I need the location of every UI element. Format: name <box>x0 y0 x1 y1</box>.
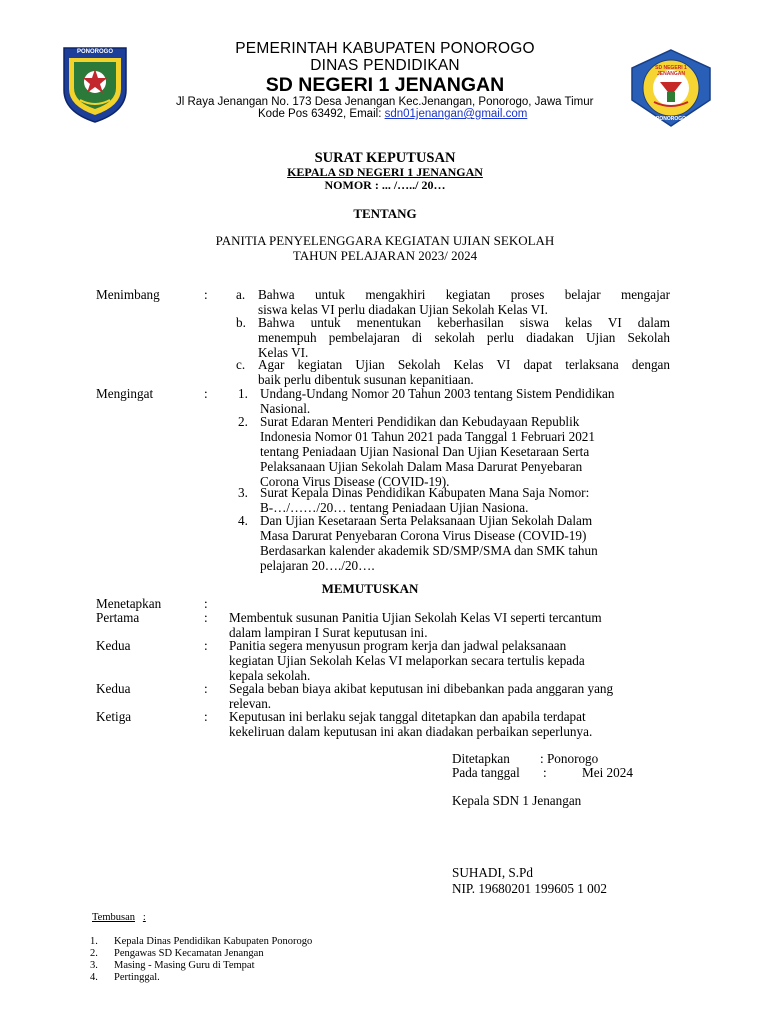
decision-colon: : <box>204 638 208 653</box>
header-line1: PEMERINTAH KABUPATEN PONOROGO <box>235 40 535 57</box>
ditetapkan-value: : Ponorogo <box>540 751 599 766</box>
line: menempuh pembelajaran di sekolah perlu diadakan Ujian Sekolah <box>258 330 670 345</box>
mengingat-colon: : <box>204 386 208 401</box>
tembusan-item <box>90 948 312 960</box>
signer-nip: NIP. 19680201 199605 1 002 <box>452 881 607 896</box>
line: baik perlu dibentuk susunan kepanitiaan. <box>258 372 474 387</box>
doc-title: SURAT KEPUTUSAN <box>314 150 456 166</box>
mengingat-item <box>260 513 672 573</box>
mengingat-item <box>260 485 672 515</box>
decision-text <box>229 681 679 711</box>
line: Bahwa untuk mengakhiri kegiatan proses belajar mengajar <box>258 287 670 302</box>
line: Agar kegiatan Ujian Sekolah Kelas VI dapat terlaksana dengan <box>258 357 670 372</box>
decision-colon: : <box>204 681 208 696</box>
line: kepala sekolah. <box>229 668 311 683</box>
decision-colon: : <box>204 596 208 611</box>
line: Surat Edaran Menteri Pendidikan dan Kebudayaan Republik <box>260 414 580 429</box>
menimbang-item <box>258 287 670 317</box>
doc-subtitle-text: KEPALA SD NEGERI 1 JENANGAN <box>287 165 483 179</box>
line: Berdasarkan kalender akademik SD/SMP/SMA dan SMK tahun <box>260 543 598 558</box>
left-logo <box>60 42 130 124</box>
menimbang-item <box>258 315 670 360</box>
tembusan-item <box>90 972 312 984</box>
tembusan-marker: 2. <box>90 948 98 959</box>
tembusan-text: Pertinggal. <box>114 972 160 983</box>
decision-label: Kedua <box>96 638 131 653</box>
decision-colon: : <box>204 709 208 724</box>
mengingat-item-marker: 1. <box>238 386 248 401</box>
decision-colon: : <box>204 610 208 625</box>
menimbang-colon: : <box>204 287 208 302</box>
school-name: SD NEGERI 1 JENANGAN <box>265 74 505 96</box>
tembusan-text: Pengawas SD Kecamatan Jenangan <box>114 948 264 959</box>
tembusan-colon: : <box>142 912 146 923</box>
tembusan-marker: 1. <box>90 936 98 947</box>
tembusan-heading-text: Tembusan <box>92 912 136 923</box>
mengingat-item <box>260 414 672 489</box>
line: Kelas VI. <box>258 345 309 360</box>
decision-text <box>229 709 679 739</box>
postal-line <box>258 108 527 120</box>
line: Pelaksanaan Ujian Sekolah Dalam Masa Darurat Penyebaran <box>260 459 583 474</box>
line: relevan. <box>229 696 272 711</box>
tanggal-label: Pada tanggal <box>452 765 520 780</box>
school-email-link[interactable]: sdn01jenangan@gmail.com <box>384 108 528 120</box>
about-line1: PANITIA PENYELENGGARA KEGIATAN UJIAN SEKOLAH <box>215 233 555 248</box>
line: Indonesia Nomor 01 Tahun 2021 pada Tanggal 1 Februari 2021 <box>260 429 595 444</box>
mengingat-label: Mengingat <box>96 386 154 401</box>
line: dalam lampiran I Surat keputusan ini. <box>229 625 428 640</box>
mengingat-item-marker: 2. <box>238 414 248 429</box>
signer-role: Kepala SDN 1 Jenangan <box>452 793 582 808</box>
tembusan-item <box>90 960 312 972</box>
signer-name: SUHADI, S.Pd <box>452 865 533 880</box>
tembusan-text: Masing - Masing Guru di Tempat <box>114 960 255 971</box>
school-address: Jl Raya Jenangan No. 173 Desa Jenangan Kec.Jenangan, Ponorogo, Jawa Timur <box>176 96 594 108</box>
line: Keputusan ini berlaku sejak tanggal ditetapkan dan apabila terdapat <box>229 709 586 724</box>
ditetapkan-label: Ditetapkan <box>452 751 510 766</box>
postal-prefix: Kode Pos 63492, Email: <box>258 108 385 120</box>
line: kekeliruan dalam keputusan ini akan diadakan perbaikan seperlunya. <box>229 724 593 739</box>
line: tentang Peniadaan Ujian Nasional Dan Ujian Kesetaraan Serta <box>260 444 590 459</box>
line: pelajaran 20…./20…. <box>260 558 375 573</box>
mengingat-item <box>260 386 672 416</box>
menimbang-item <box>258 357 670 387</box>
line: Surat Kepala Dinas Pendidikan Kabupaten Mana Saja Nomor: <box>260 485 590 500</box>
tembusan-list <box>90 936 312 984</box>
line: kegiatan Ujian Sekolah Kelas VI melaporkan secara tertulis kepada <box>229 653 585 668</box>
line: siswa kelas VI perlu diadakan Ujian Sekolah Kelas VI. <box>258 302 548 317</box>
right-logo-bottom-text: PONOROGO <box>655 116 686 122</box>
tentang-heading: TENTANG <box>353 206 417 221</box>
menimbang-label: Menimbang <box>96 287 160 302</box>
tembusan-text: Kepala Dinas Pendidikan Kabupaten Ponorogo <box>114 936 313 947</box>
line: Undang-Undang Nomor 20 Tahun 2003 tentang Sistem Pendidikan <box>260 386 615 401</box>
menimbang-item-marker: c. <box>236 357 246 372</box>
decision-label: Kedua <box>96 681 131 696</box>
tembusan-heading <box>92 912 146 924</box>
about-line2: TAHUN PELAJARAN 2023/ 2024 <box>292 248 478 263</box>
decision-label: Ketiga <box>96 709 132 724</box>
doc-number: NOMOR : ... /…../ 20… <box>324 178 446 192</box>
line: Bahwa untuk menentukan keberhasilan siswa kelas VI dalam <box>258 315 670 330</box>
line: Dan Ujian Kesetaraan Serta Pelaksanaan Ujian Sekolah Dalam <box>260 513 593 528</box>
tembusan-marker: 3. <box>90 960 98 971</box>
line: Corona Virus Disease (COVID-19). <box>260 474 450 489</box>
menimbang-item-marker: a. <box>236 287 246 302</box>
left-logo-text: PONOROGO <box>76 49 113 55</box>
decision-label: Pertama <box>96 610 140 625</box>
header-line2: DINAS PENDIDIKAN <box>310 57 460 74</box>
tanggal-value: Mei 2024 <box>582 765 633 780</box>
mengingat-item-marker: 4. <box>238 513 248 528</box>
decision-text <box>229 610 679 640</box>
line: Panitia segera menyusun program kerja dan jadwal pelaksanaan <box>229 638 567 653</box>
tembusan-item <box>90 936 312 948</box>
decision-label: Menetapkan <box>96 596 162 611</box>
tembusan-marker: 4. <box>90 972 98 983</box>
line: Nasional. <box>260 401 311 416</box>
line: B-…/……/20… tentang Peniadaan Ujian Nasiona. <box>260 500 529 515</box>
line: Membentuk susunan Panitia Ujian Sekolah Kelas VI seperti tercantum <box>229 610 602 625</box>
mengingat-item-marker: 3. <box>238 485 248 500</box>
decision-text <box>229 638 679 683</box>
memutuskan-heading: MEMUTUSKAN <box>321 581 419 596</box>
menimbang-item-marker: b. <box>236 315 246 330</box>
line: Segala beban biaya akibat keputusan ini dibebankan pada anggaran yang <box>229 681 614 696</box>
right-logo-top-text: SD NEGERI 1 JENANGAN <box>655 65 687 77</box>
right-logo <box>630 48 712 128</box>
line: Masa Darurat Penyebaran Corona Virus Disease (COVID-19) <box>260 528 587 543</box>
tanggal-colon: : <box>543 765 547 780</box>
